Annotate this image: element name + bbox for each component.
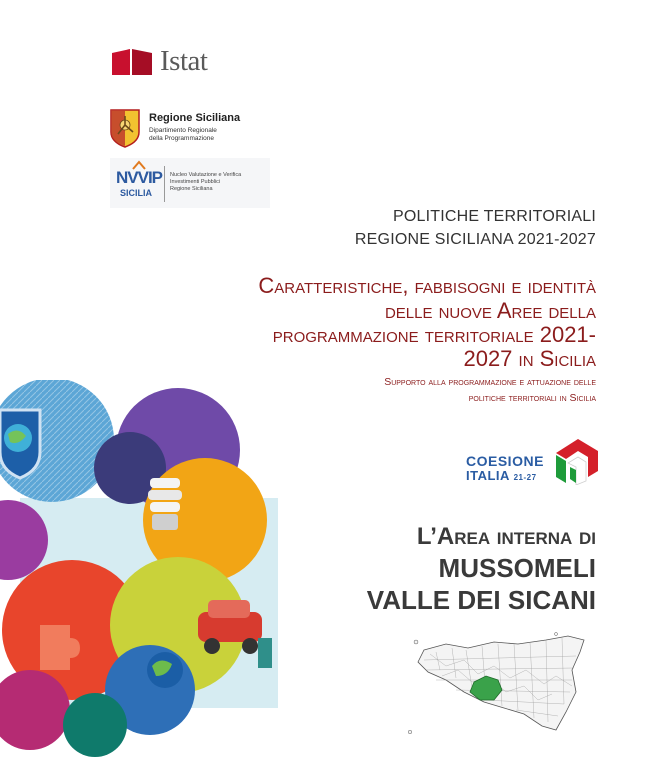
subtitle-line1: Supporto alla programmazione e attuazione delle bbox=[384, 376, 596, 388]
title-line2: delle nuove Aree della bbox=[384, 298, 596, 323]
nvvip-desc-line2: Investimenti Pubblici bbox=[170, 179, 221, 185]
series-line1: POLITICHE TERRITORIALI bbox=[393, 208, 596, 225]
title-line4: 2027 in Sicilia bbox=[463, 346, 596, 371]
series-line2: REGIONE SICILIANA 2021-2027 bbox=[354, 231, 596, 248]
cover-illustration bbox=[0, 380, 280, 757]
regione-title: Regione Siciliana bbox=[149, 112, 241, 124]
istat-mark-icon bbox=[110, 47, 154, 75]
nvvip-divider bbox=[164, 166, 165, 202]
nvvip-desc-line1: Nucleo Valutazione e Verifica bbox=[170, 172, 242, 178]
istat-wordmark: Istat bbox=[160, 45, 208, 77]
nvvip-desc-line3: Regione Siciliana bbox=[170, 186, 213, 192]
istat-logo bbox=[110, 44, 230, 78]
regione-dept-line2: della Programmazione bbox=[149, 135, 215, 142]
regione-siciliana-logo bbox=[109, 108, 279, 152]
area-name-line2: VALLE DEI SICANI bbox=[366, 585, 596, 615]
subtitle-line2: politiche territoriali in Sicilia bbox=[468, 392, 596, 404]
coesione-italia-logo bbox=[466, 437, 601, 489]
coesione-years: 21-27 bbox=[513, 473, 537, 482]
coesione-word: COESIONE bbox=[466, 453, 544, 469]
nvvip-logo bbox=[110, 158, 270, 208]
nvvip-sub: SICILIA bbox=[120, 188, 153, 198]
area-name-line1: MUSSOMELI bbox=[438, 553, 596, 583]
regione-dept-line1: Dipartimento Regionale bbox=[149, 127, 217, 134]
title-line1: Caratteristiche, fabbisogni e identità bbox=[258, 273, 596, 298]
area-line1: L’Area interna di bbox=[416, 523, 596, 550]
coesione-arrow-icon bbox=[554, 437, 600, 485]
coesione-italia-word bbox=[466, 468, 537, 483]
nvvip-mark: NVVIP bbox=[116, 168, 163, 187]
trinacria-shield-icon bbox=[109, 108, 141, 148]
coesione-italia-text: ITALIA bbox=[466, 468, 510, 483]
title-line3: programmazione territoriale 2021- bbox=[272, 322, 596, 347]
nvvip-accent-icon bbox=[132, 160, 146, 170]
sicily-map bbox=[406, 630, 596, 740]
